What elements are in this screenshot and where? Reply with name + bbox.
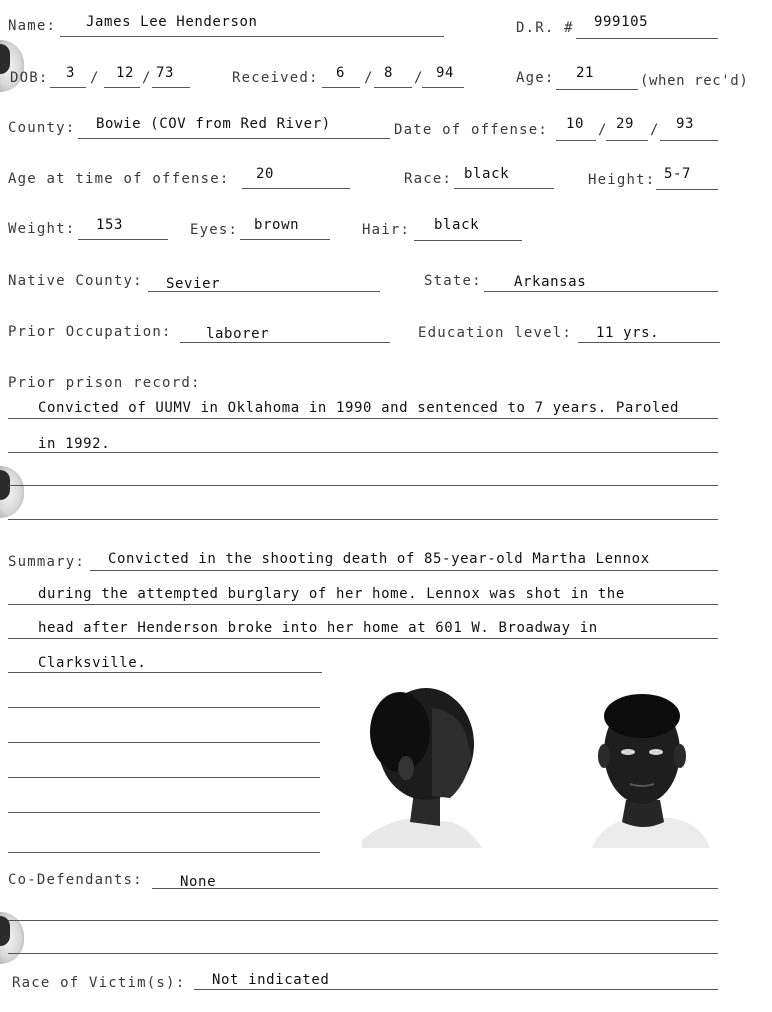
summary-rule-2 <box>8 604 718 605</box>
native-county-label: Native County: <box>8 273 143 289</box>
name-underline <box>60 36 444 37</box>
state-value: Arkansas <box>514 274 587 290</box>
prior-record-line-1: Convicted of UUMV in Oklahoma in 1990 and sentenced to 7 years. Paroled <box>38 400 680 416</box>
offense-underline-1 <box>556 140 596 141</box>
age-offense-label: Age at time of offense: <box>8 171 230 187</box>
dob-year: 73 <box>156 65 175 81</box>
received-underline-3 <box>422 87 464 88</box>
summary-label: Summary: <box>8 554 86 570</box>
race-label: Race: <box>404 171 453 187</box>
codefendants-underline <box>152 888 718 889</box>
age-offense-value: 20 <box>256 166 275 182</box>
victim-race-underline <box>194 989 718 990</box>
mugshot-photo <box>322 672 720 852</box>
prior-record-line-2: in 1992. <box>38 436 111 452</box>
hair-label: Hair: <box>362 222 411 238</box>
occupation-label: Prior Occupation: <box>8 324 172 340</box>
state-label: State: <box>424 273 482 289</box>
received-month: 6 <box>336 65 346 81</box>
offense-year: 93 <box>676 116 695 132</box>
mugshot-illustration <box>322 672 720 852</box>
name-label: Name: <box>8 18 57 34</box>
county-underline <box>78 138 390 139</box>
eyes-underline <box>240 239 330 240</box>
weight-value: 153 <box>96 217 124 233</box>
codefendants-label: Co-Defendants: <box>8 872 143 888</box>
offense-day: 29 <box>616 116 635 132</box>
offense-underline-2 <box>606 140 648 141</box>
received-slash-1: / <box>364 70 374 86</box>
summary-rule-1 <box>90 570 718 571</box>
blank-rule <box>8 742 320 743</box>
weight-underline <box>78 239 168 240</box>
victim-race-label: Race of Victim(s): <box>12 975 186 991</box>
eyes-label: Eyes: <box>190 222 239 238</box>
summary-line-3: head after Henderson broke into her home at 601 W. Broadway in <box>38 620 598 636</box>
received-underline-2 <box>374 87 412 88</box>
dob-slash-2: / <box>142 70 152 86</box>
dob-slash-1: / <box>90 70 100 86</box>
received-label: Received: <box>232 70 319 86</box>
prior-record-label: Prior prison record: <box>8 375 201 391</box>
age-offense-underline <box>242 188 350 189</box>
race-underline <box>454 188 554 189</box>
offense-slash-1: / <box>598 122 608 138</box>
prior-record-rule-3 <box>8 485 718 486</box>
dob-underline-1 <box>50 87 86 88</box>
blank-rule <box>8 707 320 708</box>
prior-record-rule-4 <box>8 519 718 520</box>
hair-underline <box>414 240 522 241</box>
received-underline-1 <box>322 87 360 88</box>
weight-label: Weight: <box>8 221 76 237</box>
prior-record-rule-1 <box>8 418 718 419</box>
occupation-value: laborer <box>206 326 270 342</box>
dob-month: 3 <box>66 65 76 81</box>
education-value: 11 yrs. <box>596 325 660 341</box>
dob-underline-2 <box>104 87 140 88</box>
height-value: 5-7 <box>664 166 692 182</box>
dob-day: 12 <box>116 65 135 81</box>
offense-month: 10 <box>566 116 585 132</box>
blank-rule <box>8 812 320 813</box>
dr-value: 999105 <box>594 14 649 30</box>
name-value: James Lee Henderson <box>86 14 258 30</box>
blank-rule <box>8 953 718 954</box>
offense-date-label: Date of offense: <box>394 122 549 138</box>
dr-label: D.R. # <box>516 20 574 36</box>
summary-line-4: Clarksville. <box>38 655 147 671</box>
blank-rule <box>8 777 320 778</box>
received-day: 8 <box>384 65 394 81</box>
summary-rule-3 <box>8 638 718 639</box>
received-year: 94 <box>436 65 455 81</box>
summary-line-2: during the attempted burglary of her home. Lennox was shot in the <box>38 586 625 602</box>
blank-rule <box>8 852 320 853</box>
offense-underline-3 <box>660 140 718 141</box>
dob-underline-3 <box>152 87 190 88</box>
eyes-value: brown <box>254 217 300 233</box>
race-value: black <box>464 166 510 182</box>
education-underline <box>578 342 720 343</box>
education-label: Education level: <box>418 325 573 341</box>
received-slash-2: / <box>414 70 424 86</box>
age-value: 21 <box>576 65 595 81</box>
age-label: Age: <box>516 70 555 86</box>
county-label: County: <box>8 120 76 136</box>
offense-slash-2: / <box>650 122 660 138</box>
native-county-underline <box>148 291 380 292</box>
height-label: Height: <box>588 172 656 188</box>
native-county-value: Sevier <box>166 276 221 292</box>
age-note: (when rec'd) <box>640 73 749 89</box>
summary-line-1: Convicted in the shooting death of 85-year-old Martha Lennox <box>108 551 650 567</box>
county-value: Bowie (COV from Red River) <box>96 116 331 132</box>
hair-value: black <box>434 217 480 233</box>
dob-label: DOB: <box>10 70 49 86</box>
codefendants-value: None <box>180 874 217 890</box>
dr-underline <box>576 38 718 39</box>
height-underline <box>656 189 718 190</box>
occupation-underline <box>180 342 390 343</box>
blank-rule <box>8 920 718 921</box>
prior-record-rule-2 <box>8 452 718 453</box>
state-underline <box>484 291 718 292</box>
victim-race-value: Not indicated <box>212 972 330 988</box>
age-underline <box>556 89 638 90</box>
